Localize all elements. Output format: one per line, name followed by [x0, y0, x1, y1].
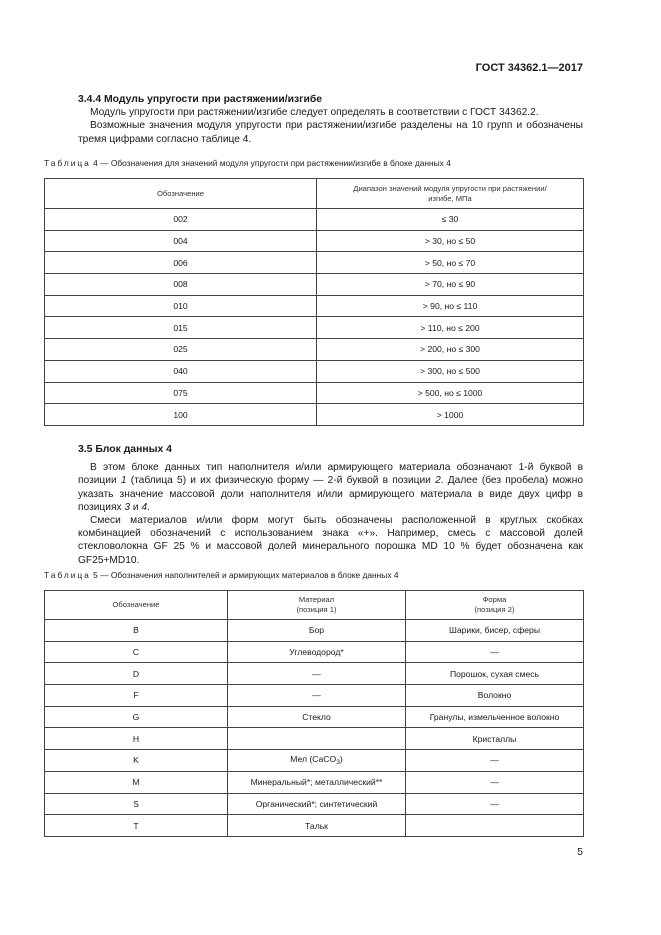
cell-material: [228, 728, 406, 750]
cell-form: —: [406, 750, 584, 772]
cell-code: F: [45, 685, 228, 707]
cell-material: Мел (CaCO$_3$): [228, 750, 406, 772]
table-row: [45, 382, 584, 404]
table-row: [45, 360, 584, 382]
paragraph: Смеси материалов и/или форм могут быть обозначены расположенной в круглых скобках комбинацией обозначений с использованием знака «+». Например, смесь с массовой долей стекловолокна GF 25 % и массовой долей минерального порошка MD 10 % будет обозначена как GF25+MD10.: [78, 515, 583, 566]
paragraph: Модуль упругости при растяжении/изгибе следует определять в соответствии с ГОСТ 34362.2.: [90, 107, 539, 119]
cell-material: Углеводород*: [228, 641, 406, 663]
cell-material: Тальк: [228, 815, 406, 837]
cell-form: Шарики, бисер, сферы: [406, 620, 584, 642]
cell-form: Порошок, сухая смесь: [406, 663, 584, 685]
cell-material: —: [228, 663, 406, 685]
table-row: [45, 793, 584, 815]
cell-range: > 500, но ≤ 1000: [317, 382, 584, 404]
caption-text: 4 — Обозначения для значений модуля упругости при растяжении/изгибе в блоке данных 4: [93, 158, 451, 168]
table-row: [45, 230, 584, 252]
table-row: [45, 252, 584, 274]
cell-range: > 70, но ≤ 90: [317, 274, 584, 296]
column-header: Обозначение: [45, 179, 317, 209]
table-row: [45, 706, 584, 728]
table-row: [45, 295, 584, 317]
column-header: Материал (позиция 1): [228, 591, 406, 620]
cell-code: C: [45, 641, 228, 663]
cell-range: > 1000: [317, 404, 584, 426]
table-row: [45, 641, 584, 663]
cell-range: > 200, но ≤ 300: [317, 339, 584, 361]
cell-material: Минеральный*; металлический**: [228, 771, 406, 793]
page-number: 5: [577, 846, 583, 858]
cell-code: 006: [45, 252, 317, 274]
cell-range: > 300, но ≤ 500: [317, 360, 584, 382]
table-row: [45, 317, 584, 339]
cell-range: > 30, но ≤ 50: [317, 230, 584, 252]
cell-code: 025: [45, 339, 317, 361]
cell-code: G: [45, 706, 228, 728]
table-row: [45, 274, 584, 296]
cell-range: > 110, но ≤ 200: [317, 317, 584, 339]
caption-label: Таблица: [44, 158, 91, 168]
cell-form: —: [406, 793, 584, 815]
table-row: [45, 209, 584, 231]
cell-code: S: [45, 793, 228, 815]
document-code: ГОСТ 34362.1—2017: [475, 62, 583, 74]
cell-code: M: [45, 771, 228, 793]
section-heading: 3.4.4 Модуль упругости при растяжении/изгибе: [78, 94, 323, 105]
column-header: Форма (позиция 2): [406, 591, 584, 620]
table-row: [45, 620, 584, 642]
column-header: Диапазон значений модуля упругости при растяжении/изгибе, МПа: [317, 179, 584, 209]
table-5: [44, 590, 584, 837]
table-row: [45, 815, 584, 837]
section-heading: 3.5 Блок данных 4: [78, 444, 172, 455]
section-3-4-4: [78, 93, 583, 146]
caption-label: Таблица: [44, 570, 91, 580]
table-row: [45, 728, 584, 750]
column-header: Обозначение: [45, 591, 228, 620]
cell-code: T: [45, 815, 228, 837]
cell-code: B: [45, 620, 228, 642]
cell-range: > 50, но ≤ 70: [317, 252, 584, 274]
cell-range: > 90, но ≤ 110: [317, 295, 584, 317]
section-3-5: [78, 443, 583, 567]
table-row: [45, 404, 584, 426]
cell-form: Волокно: [406, 685, 584, 707]
caption-text: 5 — Обозначения наполнителей и армирующих материалов в блоке данных 4: [93, 570, 399, 580]
table-4: [44, 178, 584, 426]
cell-code: H: [45, 728, 228, 750]
cell-material: —: [228, 685, 406, 707]
cell-code: 075: [45, 382, 317, 404]
cell-code: 015: [45, 317, 317, 339]
cell-code: 002: [45, 209, 317, 231]
cell-code: 004: [45, 230, 317, 252]
table-row: [45, 339, 584, 361]
table-row: [45, 750, 584, 772]
cell-code: 010: [45, 295, 317, 317]
cell-material: Бор: [228, 620, 406, 642]
cell-form: Гранулы, измельченное волокно: [406, 706, 584, 728]
table-row: [45, 663, 584, 685]
paragraph: Возможные значения модуля упругости при растяжении/изгибе разделены на 10 групп и обозначены тремя цифрами согласно таблице 4.: [78, 120, 583, 145]
cell-range: ≤ 30: [317, 209, 584, 231]
cell-form: —: [406, 771, 584, 793]
cell-material: Органический*; синтетический: [228, 793, 406, 815]
cell-code: 100: [45, 404, 317, 426]
cell-code: D: [45, 663, 228, 685]
table-caption: [44, 158, 451, 168]
cell-code: 040: [45, 360, 317, 382]
cell-code: 008: [45, 274, 317, 296]
cell-material: Стекло: [228, 706, 406, 728]
table-caption: [44, 570, 399, 580]
paragraph: В этом блоке данных тип наполнителя и/или армирующего материала обозначают 1-й буквой в позиции 1 (таблица 5) и их физическую форму — 2-й буквой в позиции 2. Далее (без пробела) можно указать значение массовой доли наполнителя и/или армирующего материала в виде двух цифр в позициях 3 и 4.: [78, 462, 583, 513]
table-row: [45, 771, 584, 793]
cell-form: [406, 815, 584, 837]
cell-code: K: [45, 750, 228, 772]
cell-form: Кристаллы: [406, 728, 584, 750]
table-row: [45, 685, 584, 707]
cell-form: —: [406, 641, 584, 663]
